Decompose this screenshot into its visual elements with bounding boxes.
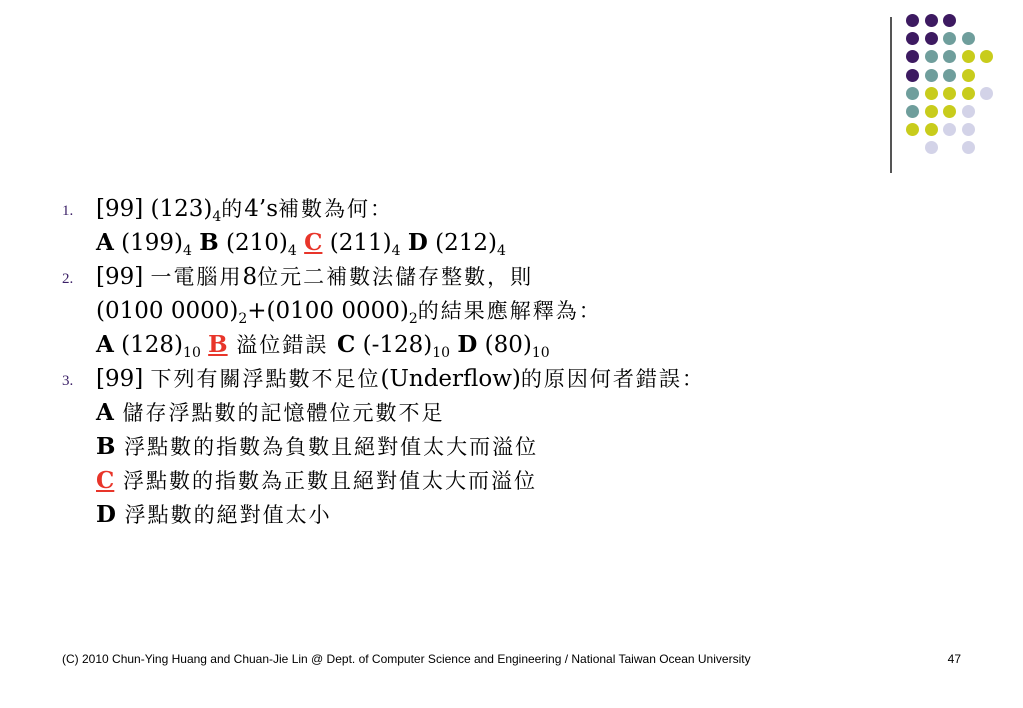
option-a-label: A — [96, 399, 114, 426]
decorative-dot — [962, 141, 975, 154]
page-number: 47 — [947, 652, 961, 666]
decorative-dot — [962, 105, 975, 118]
option-b-label: B — [199, 229, 219, 256]
question-2-stem: [99] 一電腦用8位元二補數法儲存整數，則 — [96, 264, 534, 290]
question-1 — [62, 192, 942, 260]
decorative-dot — [962, 32, 975, 45]
footer-copyright: (C) 2010 Chun-Ying Huang and Chuan-Jie Lin @ Dept. of Computer Science and Engineering / National Taiwan Ocean University — [62, 652, 751, 666]
decorative-dot — [906, 50, 919, 63]
option-d-label: D — [407, 229, 428, 256]
decorative-dot — [906, 105, 919, 118]
decorative-dot — [980, 50, 993, 63]
decorative-dot — [943, 123, 956, 136]
vertical-divider — [890, 17, 892, 173]
question-1-options: A $(199)_4$ B $(210)_4$ C $(211)_4$ D $(212)_4$ — [96, 229, 506, 259]
decorative-dot — [980, 87, 993, 100]
question-2-stem-line2: (0100 $0000)_2+(0100$ $0000)_2$的結果應解釋為： — [96, 298, 602, 327]
question-3 — [62, 362, 942, 532]
decorative-dot — [925, 105, 938, 118]
option-c: C 浮點數的指數為正數且絕對值太大而溢位 — [96, 467, 537, 494]
decorative-dot — [943, 32, 956, 45]
decorative-dot — [925, 50, 938, 63]
question-3-stem: [99] 下列有關浮點數不足位(Underflow)的原因何者錯誤： — [96, 366, 705, 392]
option-b: B 浮點數的指數為負數且絕對值太大而溢位 — [96, 433, 539, 460]
decorative-dot — [943, 105, 956, 118]
option-d: D 浮點數的絕對值太小 — [96, 501, 332, 528]
option-d-label: D — [96, 501, 116, 528]
decorative-dot — [943, 14, 956, 27]
decorative-dot — [906, 69, 919, 82]
question-2 — [62, 260, 942, 362]
answer-option-c: C — [96, 467, 115, 494]
decorative-dot — [925, 87, 938, 100]
decorative-dot — [925, 14, 938, 27]
question-list — [62, 192, 942, 532]
decorative-dot — [943, 87, 956, 100]
option-b-label: B — [96, 433, 116, 460]
decorative-dot — [925, 123, 938, 136]
question-2-options: A $(128)_{10}$ B 溢位錯誤 C $(-128)_{10}$ D $(80)_{10}$ — [96, 331, 550, 361]
decorative-dot — [943, 69, 956, 82]
option-a-label: A — [96, 331, 114, 358]
option-a: A 儲存浮點數的記憶體位元數不足 — [96, 399, 445, 426]
decorative-dot — [906, 87, 919, 100]
answer-option-c: C — [304, 229, 323, 256]
question-number: 1. — [62, 203, 74, 219]
decorative-dot — [906, 14, 919, 27]
decorative-dot — [906, 32, 919, 45]
decorative-dot — [962, 69, 975, 82]
decorative-dot — [962, 123, 975, 136]
decorative-dot — [925, 141, 938, 154]
question-number: 2. — [62, 271, 74, 287]
decorative-dot — [925, 69, 938, 82]
decorative-dot — [962, 50, 975, 63]
option-c-label: C — [336, 331, 356, 358]
question-1-stem: [99] $(123)_4$的4’s補數為何： — [96, 196, 394, 225]
option-a-label: A — [96, 229, 114, 256]
question-number: 3. — [62, 373, 74, 389]
decorative-dot-grid — [906, 14, 1016, 154]
decorative-dot — [925, 32, 938, 45]
answer-option-b: B — [208, 331, 228, 358]
decorative-dot — [962, 87, 975, 100]
decorative-dot — [943, 50, 956, 63]
decorative-dot — [906, 123, 919, 136]
option-d-label: D — [457, 331, 478, 358]
